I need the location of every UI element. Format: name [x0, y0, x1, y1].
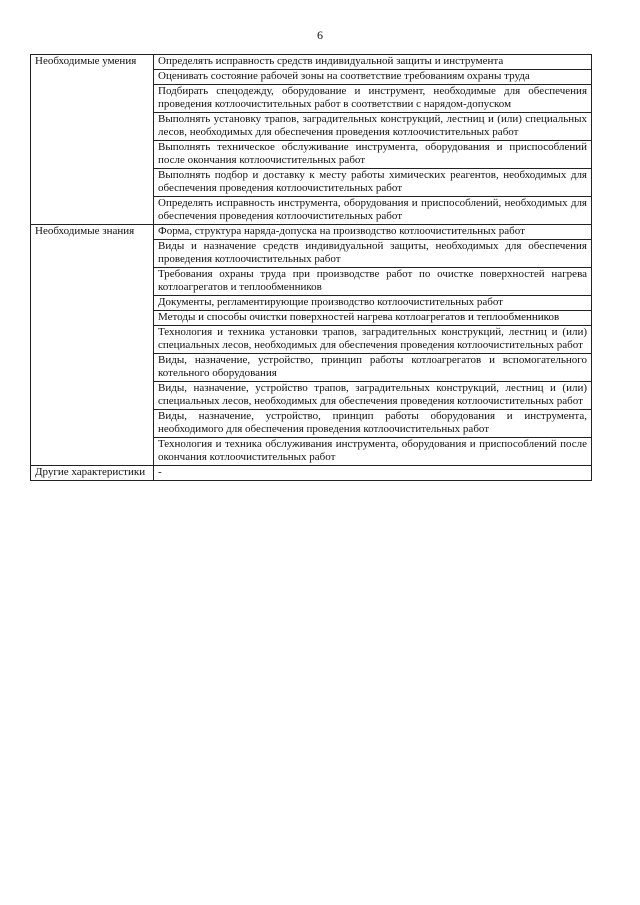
knowledge-item: Виды и назначение средств индивидуальной защиты, необходимых для обеспечения проведения котлоочистительных работ [154, 240, 592, 268]
skill-item: Оценивать состояние рабочей зоны на соответствие требованиям охраны труда [154, 70, 592, 85]
knowledge-item: Виды, назначение, устройство трапов, заградительных конструкций, лестниц и (или) специальных лесов, необходимых для обеспечения проведения котлоочистительных работ [154, 382, 592, 410]
knowledge-item: Требования охраны труда при производстве работ по очистке поверхностей нагрева котлоагрегатов и теплообменников [154, 268, 592, 296]
skill-item: Выполнять установку трапов, заградительных конструкций, лестниц и (или) специальных лесов, необходимых для обеспечения проведения котлоочистительных работ [154, 113, 592, 141]
knowledge-item: Виды, назначение, устройство, принцип работы котлоагрегатов и вспомогательного котельного оборудования [154, 354, 592, 382]
knowledge-item: Методы и способы очистки поверхностей нагрева котлоагрегатов и теплообменников [154, 311, 592, 326]
requirements-table [30, 54, 592, 481]
section-label-skills: Необходимые умения [31, 55, 154, 225]
skill-item: Определять исправность инструмента, оборудования и приспособлений, необходимых для обеспечения проведения котлоочистительных работ [154, 197, 592, 225]
section-label-knowledge: Необходимые знания [31, 225, 154, 466]
knowledge-item: Технология и техника обслуживания инструмента, оборудования и приспособлений после окончания котлоочистительных работ [154, 438, 592, 466]
requirements-table-body [31, 55, 592, 481]
table-row [31, 55, 592, 70]
section-label-other: Другие характеристики [31, 466, 154, 481]
skill-item: Выполнять техническое обслуживание инструмента, оборудования и приспособлений после окончания котлоочистительных работ [154, 141, 592, 169]
skill-item: Определять исправность средств индивидуальной защиты и инструмента [154, 55, 592, 70]
table-row [31, 466, 592, 481]
page-number: 6 [317, 28, 323, 42]
other-item: - [154, 466, 592, 481]
knowledge-item: Форма, структура наряда-допуска на производство котлоочистительных работ [154, 225, 592, 240]
knowledge-item: Документы, регламентирующие производство котлоочистительных работ [154, 296, 592, 311]
skill-item: Подбирать спецодежду, оборудование и инструмент, необходимые для обеспечения проведения котлоочистительных работ в соответствии с нарядом-допуском [154, 85, 592, 113]
skill-item: Выполнять подбор и доставку к месту работы химических реагентов, необходимых для обеспечения проведения котлоочистительных работ [154, 169, 592, 197]
knowledge-item: Виды, назначение, устройство, принцип работы оборудования и инструмента, необходимого для обеспечения проведения котлоочистительных работ [154, 410, 592, 438]
table-row [31, 225, 592, 240]
knowledge-item: Технология и техника установки трапов, заградительных конструкций, лестниц и (или) специальных лесов, необходимых для обеспечения проведения котлоочистительных работ [154, 326, 592, 354]
